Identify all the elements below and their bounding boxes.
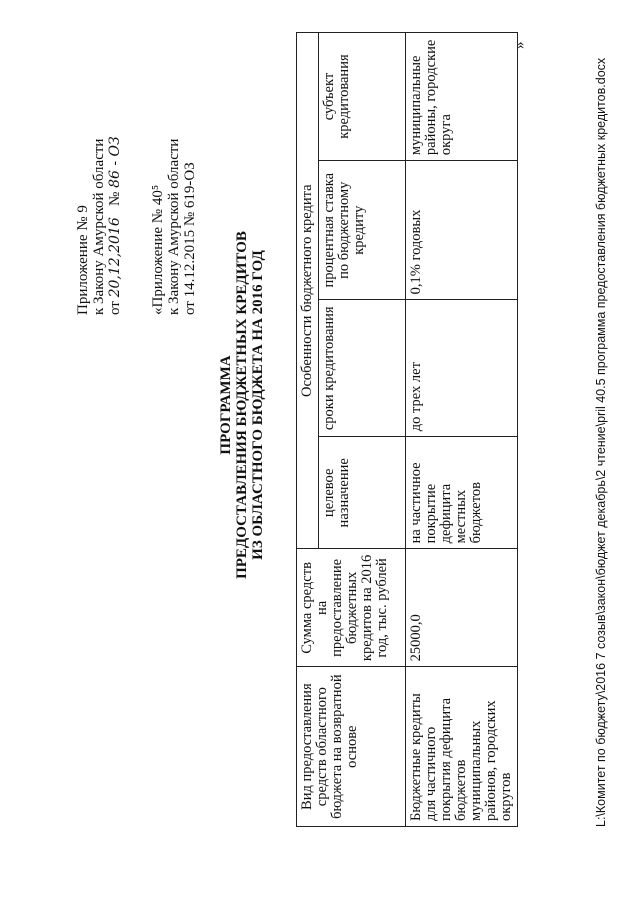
cell-purpose: на частичное покрытие дефицита местных бюджетов [406,437,518,549]
header-subject: субъект кредитования [319,33,406,161]
cell-rate: 0,1% годовых [406,161,518,300]
header-type: Вид предоставления средств областного бюджета на возвратной основе [297,667,406,827]
annex-number-handwritten: 86 - ОЗ [107,136,123,188]
header-purpose: целевое назначение [319,437,406,549]
cell-type: Бюджетные кредиты для частичного покрытия дефицита бюджетов муниципальных районов, городских округов [406,667,518,827]
credit-program-table [296,32,518,827]
previous-annex-date: от 14.12.2015 № 619-ОЗ [182,162,198,315]
annex-date-line [107,136,123,315]
table-row [406,33,518,827]
title-line-1: ПРОГРАММА [218,355,234,455]
closing-quote-mark: » [512,41,528,49]
cell-terms: до трех лет [406,300,518,437]
annex-date-prefix: от [107,301,123,315]
cell-sum: 25000,0 [406,549,518,667]
annex-date-handwritten: 20,12,2016 [107,217,123,298]
file-path-footer: L:\Комитет по бюджету\2016 7 созыв\закон\бюджет декабрь\2 чтение\pril 40.5 программа предоставления бюджетных кредитов.docx [594,57,608,827]
header-sum: Сумма средств на предоставление бюджетных кредитов на 2016 год, тыс. рублей [297,549,406,667]
header-features: Особенности бюджетного кредита [297,33,319,549]
program-title [218,165,266,645]
header-terms: сроки кредитования [319,300,406,437]
annex-header [75,136,123,315]
title-line-3: ИЗ ОБЛАСТНОГО БЮДЖЕТА НА 2016 ГОД [250,250,266,560]
table-header-row [297,33,319,827]
annex-law: к Закону Амурской области [91,138,107,315]
previous-annex-law: к Закону Амурской области [166,138,182,315]
annex-number: Приложение № 9 [75,205,91,315]
cell-subject: муниципальные районы, городские округа [406,33,518,161]
header-rate: процентная ставка по бюджетному кредиту [319,161,406,300]
previous-annex-header [150,139,198,315]
title-line-2: ПРЕДОСТАВЛЕНИЯ БЮДЖЕТНЫХ КРЕДИТОВ [234,231,250,579]
previous-annex-number: «Приложение № 40⁵ [150,184,166,315]
annex-number-prefix: № [107,191,123,206]
